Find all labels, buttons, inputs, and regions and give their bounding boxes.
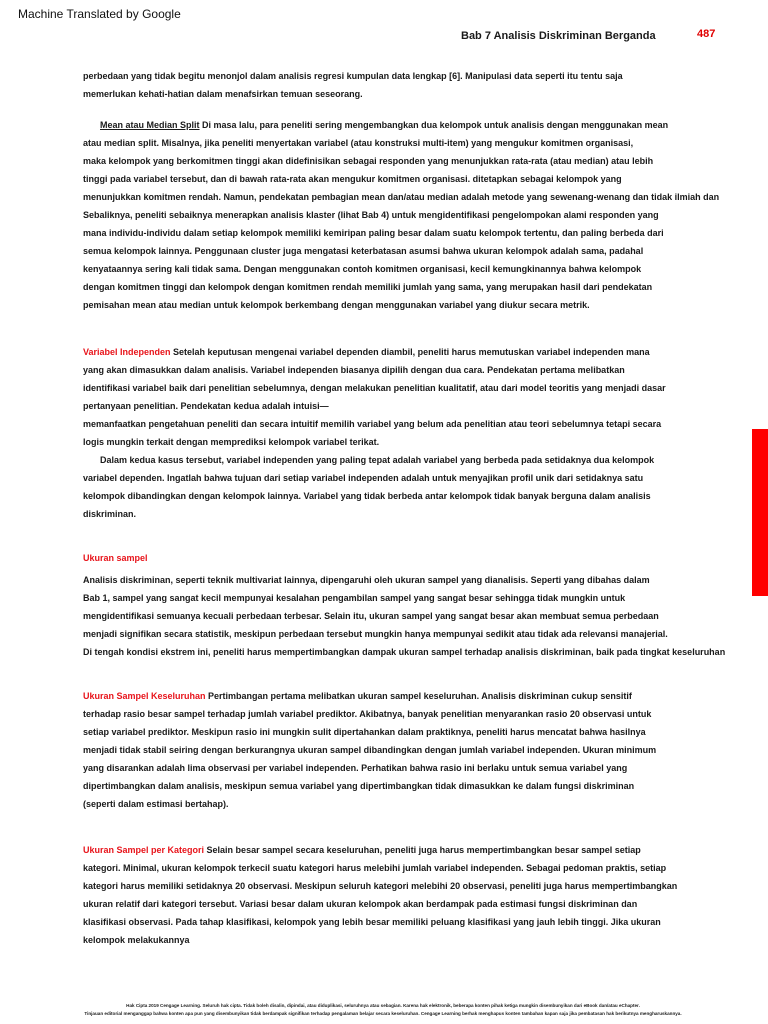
editorial-footer: Tinjauan editorial menganggap bahwa konten apa pun yang disembunyikan tidak berdampak signifikan terhadap pengalaman belajar secara keseluruhan. Cengage Learning berhak menghapus konten tambahan kapan saja jika pembatasan hak berikutnya mengharuskannya. <box>84 1011 682 1016</box>
text-line: kenyataannya sering kali tidak sama. Dengan menggunakan contoh komitmen organisasi, kecil kemungkinannya bahwa kelompok <box>83 264 642 274</box>
text-line: memerlukan kehati-hatian dalam menafsirkan temuan seseorang. <box>83 89 363 99</box>
text-line: maka kelompok yang berkomitmen tinggi akan didefinisikan sebagai responden yang menunjukkan rata-rata (atau median) atau lebih <box>83 156 654 166</box>
text-line: Bab 1, sampel yang sangat kecil mempunyai kesalahan pengambilan sampel yang sangat besar sehingga tidak mungkin untuk <box>83 593 626 603</box>
independent-variables-heading: Variabel Independen <box>83 347 171 357</box>
text-line: Di tengah kondisi ekstrem ini, peneliti harus mempertimbangkan dampak ukuran sampel terhadap analisis diskriminan, baik pada tingkat keseluruhan <box>83 647 726 657</box>
machine-translated-label: Machine Translated by Google <box>18 7 181 21</box>
text-line: diskriminan. <box>83 509 137 519</box>
text-line: terhadap rasio besar sampel terhadap jumlah variabel prediktor. Akibatnya, banyak penelitian menyarankan rasio 20 observasi untuk <box>83 709 652 719</box>
text-line: Sebaliknya, peneliti sebaiknya menerapkan analisis klaster (lihat Bab 4) untuk mengidentifikasi pengelompokan alami responden yang <box>83 210 659 220</box>
text-line: yang disarankan adalah lima observasi per variabel independen. Perhatikan bahwa rasio ini berlaku untuk semua variabel yang <box>83 763 628 773</box>
text-line: Analisis diskriminan, seperti teknik multivariat lainnya, dipengaruhi oleh ukuran sampel yang dianalisis. Seperti yang dibahas dalam <box>83 575 650 585</box>
text-line: kategori harus memiliki setidaknya 20 observasi. Meskipun seluruh kategori melebihi 20 observasi, peneliti juga harus mempertimbangkan <box>83 881 678 891</box>
text-line: menjadi signifikan secara statistik, meskipun perbedaan tersebut mungkin hanya mempunyai sedikit atau tidak ada relevansi manajerial. <box>83 629 668 639</box>
text-line: Variabel Independen Setelah keputusan mengenai variabel dependen diambil, peneliti harus memutuskan variabel independen mana <box>83 347 650 357</box>
per-category-section <box>83 841 677 949</box>
text-line: Dalam kedua kasus tersebut, variabel independen yang paling tepat adalah variabel yang berbeda pada setidaknya dua kelompok <box>100 455 655 465</box>
text-line: ukuran relatif dari kategori tersebut. Variasi besar dalam ukuran kelompok akan berdampak pada estimasi fungsi diskriminan dan <box>83 899 638 909</box>
text-line: mengidentifikasi semuanya kecuali perbedaan terbesar. Selain itu, ukuran sampel yang sangat besar akan membuat semua perbedaan <box>83 611 659 621</box>
text-line: mana individu-individu dalam setiap kelompok memiliki kemiripan paling besar dalam suatu kelompok tertentu, dan paling berbeda dari <box>83 228 664 238</box>
text-line: dipertimbangkan dalam analisis, meskipun semua variabel yang dipertimbangkan tidak dimasukkan ke dalam fungsi diskriminan <box>83 781 635 791</box>
text-line: logis mungkin terkait dengan memprediksi kelompok variabel terikat. <box>83 437 380 447</box>
running-header: Bab 7 Analisis Diskriminan Berganda <box>461 30 656 42</box>
sample-size-section <box>83 549 725 661</box>
text-line: pemisahan mean atau median untuk kelompok berkembang dengan menggunakan variabel yang diukur secara metrik. <box>83 300 590 310</box>
page-number: 487 <box>697 28 716 40</box>
text-line: kelompok dibandingkan dengan kelompok lainnya. Variabel yang tidak berbeda antar kelompok tidak banyak berguna dalam analisis <box>83 491 651 501</box>
text-line: yang akan dimasukkan dalam analisis. Variabel independen biasanya dipilih dengan dua cara. Pendekatan pertama melibatkan <box>83 365 625 375</box>
text-line: (seperti dalam estimasi bertahap). <box>83 799 229 809</box>
per-category-heading: Ukuran Sampel per Kategori <box>83 845 205 855</box>
text-line: klasifikasi observasi. Pada tahap klasifikasi, kelompok yang lebih besar memiliki peluang klasifikasi yang jauh lebih tinggi. Jika ukuran <box>83 917 661 927</box>
copyright-footer: Hak Cipta 2019 Cengage Learning. Seluruh hak cipta. Tidak boleh disalin, dipindai, atau diduplikasi, seluruhnya atau sebagian. Karena hak elektronik, beberapa konten pihak ketiga mungkin disembunyikan dari eBook dan/atau eChapter. <box>126 1003 640 1008</box>
text-line: kategori. Minimal, ukuran kelompok terkecil suatu kategori harus melebihi jumlah variabel independen. Sebagai pedoman praktis, setiap <box>83 863 667 873</box>
text-line: atau median split. Misalnya, jika peneliti menyertakan variabel (atau konstruksi multi-item) yang mengukur komitmen organisasi, <box>83 138 634 148</box>
intro-paragraph <box>83 67 623 103</box>
text-line: pertanyaan penelitian. Pendekatan kedua adalah intuisi— <box>83 401 329 411</box>
independent-variables-section <box>83 343 666 523</box>
text-line: setiap variabel prediktor. Meskipun rasio ini mungkin sulit dipertahankan dalam praktiknya, peneliti harus mencatat bahwa hasilnya <box>83 727 646 737</box>
text-line: perbedaan yang tidak begitu menonjol dalam analisis regresi kumpulan data lengkap [6]. Manipulasi data seperti itu tentu saja <box>83 71 623 81</box>
text-line: Ukuran Sampel per Kategori Selain besar sampel secara keseluruhan, peneliti juga harus mempertimbangkan besar sampel setiap <box>83 845 641 855</box>
text-line: memanfaatkan pengetahuan peneliti dan secara intuitif memilih variabel yang belum ada penelitian atau teori sebelumnya tetapi secara <box>83 419 662 429</box>
text-line: semua kelompok lainnya. Penggunaan cluster juga mengatasi keterbatasan asumsi bahwa ukuran kelompok adalah sama, padahal <box>83 246 644 256</box>
text-line: Mean atau Median Split Di masa lalu, para peneliti sering mengembangkan dua kelompok untuk analisis dengan menggunakan mean <box>100 120 669 130</box>
overall-sample-size-heading: Ukuran Sampel Keseluruhan <box>83 691 206 701</box>
text-line: Ukuran Sampel Keseluruhan Pertimbangan pertama melibatkan ukuran sampel keseluruhan. Analisis diskriminan cukup sensitif <box>83 691 632 701</box>
sample-size-heading: Ukuran sampel <box>83 553 148 563</box>
text-line: kelompok melakukannya <box>83 935 190 945</box>
side-tab-marker <box>752 429 768 596</box>
mean-split-term: Mean atau Median Split <box>100 120 200 130</box>
text-line: tinggi pada variabel tersebut, dan di bawah rata-rata akan mengukur komitmen organisasi. ditetapkan sebagai kelompok yang <box>83 174 622 184</box>
text-line: menjadi tidak stabil seiring dengan berkurangnya ukuran sampel dibandingkan dengan jumlah variabel independen. Ukuran minimum <box>83 745 657 755</box>
overall-sample-size-section <box>83 687 656 813</box>
text-line: menunjukkan komitmen rendah. Namun, pendekatan pembagian mean dan/atau median adalah metode yang sewenang-wenang dan tidak ilmiah dan <box>83 192 720 202</box>
text-line: variabel dependen. Ingatlah bahwa tujuan dari setiap variabel independen adalah untuk menyajikan profil unik dari setidaknya satu <box>83 473 644 483</box>
text-line: dengan komitmen tinggi dan kelompok dengan komitmen rendah memiliki jumlah yang sama, yang merupakan hasil dari pendekatan <box>83 282 653 292</box>
text-line: identifikasi variabel baik dari penelitian sebelumnya, dengan melakukan penelitian kualitatif, atau dari model teoritis yang menjadi dasar <box>83 383 666 393</box>
mean-split-paragraph <box>83 116 719 314</box>
